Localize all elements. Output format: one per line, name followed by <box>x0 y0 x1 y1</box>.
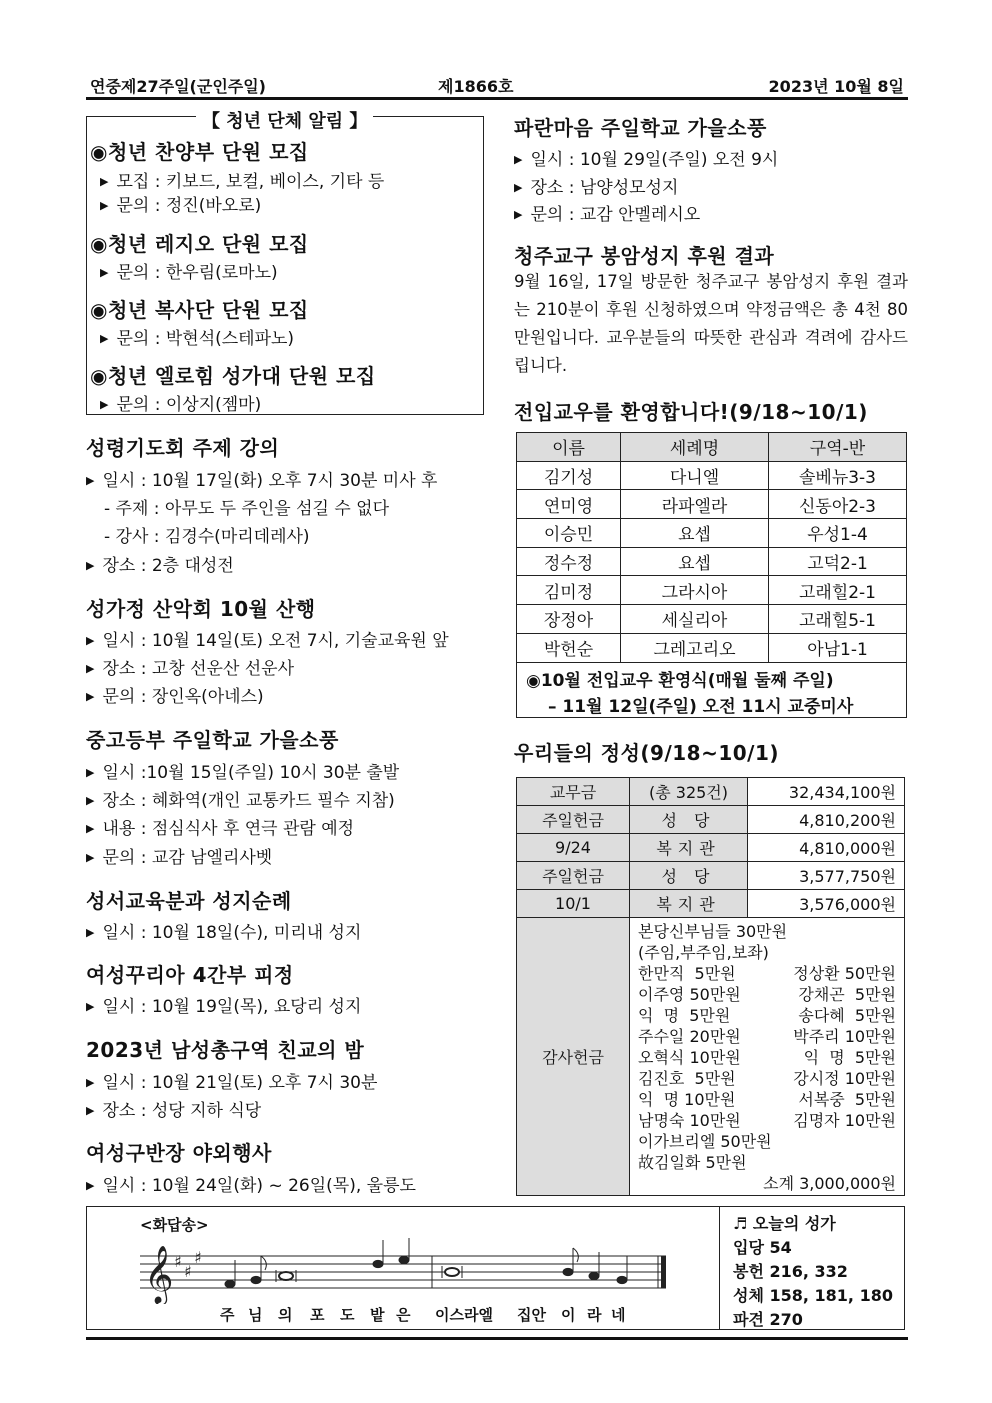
svg-text:♯: ♯ <box>174 1252 182 1271</box>
youth-item-line: ▶ 모집 : 키보드, 보컬, 베이스, 기타 등 <box>100 172 385 192</box>
offering-title: 우리들의 정성(9/18~10/1) <box>514 741 780 765</box>
table-row: 교무금 (총 325건) 32,434,100원 <box>517 778 905 806</box>
support-title: 청주교구 봉암성지 후원 결과 <box>514 244 775 268</box>
section-line: ▶ 장소 : 고창 선운산 선운사 <box>86 659 295 679</box>
svg-text:♯: ♯ <box>194 1248 202 1267</box>
youth-item-line: ▶ 문의 : 한우림(로마노) <box>100 263 278 283</box>
section-line: ▶ 일시 : 10월 18일(수), 미리내 성지 <box>86 923 362 943</box>
bullet-icon: ▶ <box>86 851 95 864</box>
section-line: ▶ 문의 : 교감 남엘리사벳 <box>86 848 273 868</box>
bullet-icon: ▶ <box>100 332 109 345</box>
section-line: ▶ 장소 : 2층 대성전 <box>86 556 234 576</box>
newcomers-title: 전입교우를 환영합니다!(9/18~10/1) <box>514 400 868 424</box>
youth-item-line: ▶ 문의 : 박현석(스테파노) <box>100 329 295 349</box>
table-row: 9/24 복지관 4,810,000원 <box>517 834 905 862</box>
bullet-icon: ▶ <box>86 634 95 647</box>
picnic-line: ▶ 문의 : 교감 안멜레시오 <box>514 205 701 225</box>
section-line: ▶ 일시 : 10월 19일(목), 요당리 성지 <box>86 997 362 1017</box>
picnic-line: ▶ 장소 : 남양성모성지 <box>514 178 679 198</box>
thanks-total: 소계 3,000,000원 <box>763 1174 896 1193</box>
section-line: ▶ 일시 :10월 15일(주일) 10시 30분 출발 <box>86 763 400 783</box>
table-row: 박헌순 그레고리오 아남1-1 <box>517 633 907 662</box>
bullet-icon: ▶ <box>100 398 109 411</box>
bullet-icon: ▶ <box>86 1000 95 1013</box>
bullet-icon: ▶ <box>86 559 95 572</box>
hymn-offertory: 봉헌 216, 332 <box>733 1262 848 1281</box>
col-baptism: 세례명 <box>621 433 769 462</box>
section-title: 여성구반장 야외행사 <box>86 1141 272 1165</box>
section-title: 성가정 산악회 10월 산행 <box>86 597 316 621</box>
section-title: 성령기도회 주제 강의 <box>86 436 280 460</box>
bullet-icon: ▶ <box>100 199 109 212</box>
youth-item-title: ◉청년 엘로힘 성가대 단원 모집 <box>90 364 376 388</box>
section-title: 중고등부 주일학교 가을소풍 <box>86 728 339 752</box>
section-line: ▶ 일시 : 10월 24일(화) ~ 26일(목), 울릉도 <box>86 1176 416 1196</box>
table-header-row <box>517 433 907 462</box>
bullet-icon: ▶ <box>86 1076 95 1089</box>
bullet-icon: ▶ <box>86 926 95 939</box>
section-line: ▶ 일시 : 10월 21일(토) 오후 7시 30분 <box>86 1073 378 1093</box>
newcomers-table <box>516 432 907 663</box>
newcomers-note: – 11월 12일(주일) 오전 11시 교중미사 <box>548 697 854 717</box>
bullet-icon: ▶ <box>86 474 95 487</box>
bullet-icon: ▶ <box>86 794 95 807</box>
section-line: ▶ 내용 : 점심식사 후 연극 관람 예정 <box>86 819 355 839</box>
thanks-list: 본당신부님들 30만원 (주임,부주임,보좌) 한만직 5만원 정상환 50만원 이주영 50만원 강채곤 5만원 익 명 5만원 송다혜 5만원 주수일 20만원 박주리 10만원 오혁식 10만원 익 명 5만원 김진호 5만원 강시정 10만원 익 명 10만원 서복중 5만원 남명숙 10만원 김명자 10만원 이가브리엘 50만원 故김일화 5만원 소계 3,000,000원 <box>630 918 905 1196</box>
section-line: - 강사 : 김경수(마리데레사) <box>104 527 310 547</box>
table-row: 주일헌금 성 당 4,810,200원 <box>517 806 905 834</box>
hymn-entrance: 입당 54 <box>733 1238 792 1257</box>
youth-item-line: ▶ 문의 : 이상지(젬마) <box>100 395 262 415</box>
bullet-icon: ▶ <box>100 175 109 188</box>
section-title: 여성꾸리아 4간부 피정 <box>86 963 294 987</box>
youth-notice-title: 【 청년 단체 알림 】 <box>196 107 373 133</box>
section-line: ▶ 일시 : 10월 14일(토) 오전 7시, 기술교육원 앞 <box>86 631 449 651</box>
section-title: 성서교육분과 성지순례 <box>86 889 292 913</box>
treble-clef-icon: 𝄞 <box>144 1245 174 1303</box>
header-issue: 제1866호 <box>438 77 514 96</box>
table-row: 정수정 요셉 고덕2-1 <box>517 547 907 576</box>
col-zone: 구역-반 <box>769 433 907 462</box>
hymns-box <box>733 1212 893 1332</box>
lyrics: 주 님 의 포 도 밭 은 이스라엘 집안 이 라 네 <box>220 1306 626 1324</box>
music-staff <box>140 1236 670 1304</box>
table-row: 연미영 라파엘라 신동아2-3 <box>517 490 907 519</box>
psalm-label: <화답송> <box>140 1216 209 1234</box>
footer-rule <box>86 1337 908 1340</box>
bottom-divider <box>719 1206 720 1330</box>
hymn-recessional: 파견 270 <box>733 1310 803 1329</box>
table-row: 주일헌금 성 당 3,577,750원 <box>517 862 905 890</box>
newcomers-note: ◉10월 전입교우 환영식(매월 둘째 주일) <box>526 671 834 691</box>
bullet-icon: ▶ <box>86 1104 95 1117</box>
youth-item-line: ▶ 문의 : 정진(바오로) <box>100 196 262 216</box>
header-date: 2023년 10월 8일 <box>768 77 904 96</box>
table-row: 김미정 그라시아 고래힐2-1 <box>517 576 907 605</box>
bullet-icon: ▶ <box>100 266 109 279</box>
section-line: ▶ 문의 : 장인옥(아네스) <box>86 687 264 707</box>
table-row: 이승민 요셉 우성1-4 <box>517 519 907 548</box>
header-rule <box>86 97 908 100</box>
bullet-icon: ▶ <box>86 662 95 675</box>
bullet-icon: ▶ <box>514 208 523 221</box>
section-line: ▶ 장소 : 성당 지하 식당 <box>86 1101 262 1121</box>
section-line: ▶ 장소 : 혜화역(개인 교통카드 필수 지참) <box>86 791 395 811</box>
bullet-icon: ▶ <box>514 181 523 194</box>
support-text: 9월 16일, 17일 방문한 청주교구 봉암성지 후원 결과는 210분이 후원 신청하였으며 약정금액은 총 4천 80만원입니다. 교우분들의 따뜻한 관심과 격려에 감사드립니다. <box>514 272 908 375</box>
table-row: 장정아 세실리아 고래힐5-1 <box>517 605 907 634</box>
section-title: 2023년 남성총구역 친교의 밤 <box>86 1038 365 1062</box>
table-row: 10/1 복지관 3,576,000원 <box>517 890 905 918</box>
hymn-communion: 성체 158, 181, 180 <box>733 1286 893 1305</box>
svg-text:♯: ♯ <box>184 1262 192 1281</box>
youth-item-title: ◉청년 복사단 단원 모집 <box>90 298 309 322</box>
bullet-icon: ▶ <box>514 153 523 166</box>
bullet-icon: ▶ <box>86 690 95 703</box>
table-row: 김기성 다니엘 솔베뉴3-3 <box>517 461 907 490</box>
col-name: 이름 <box>517 433 621 462</box>
table-row: 감사헌금 본당신부님들 30만원 (주임,부주임,보좌) 한만직 5만원 정상환 50만원 이주영 50만원 강채곤 5만원 익 명 5만원 송다혜 5만원 주수일 20만원 박주리 10만원 오혁식 10만원 익 명 5만원 김진호 5만원 강시정 10만원 익 명 10만원 서복중 5만원 남명숙 10만원 김명자 10만원 이가브리엘 50만원 故김일화 5만원 소계 3,000,000원 <box>517 918 905 1196</box>
hymns-title: ♬ 오늘의 성가 <box>733 1214 836 1233</box>
bullet-icon: ▶ <box>86 1179 95 1192</box>
bullet-icon: ▶ <box>86 822 95 835</box>
youth-item-title: ◉청년 찬양부 단원 모집 <box>90 140 309 164</box>
picnic-line: ▶ 일시 : 10월 29일(주일) 오전 9시 <box>514 150 779 170</box>
picnic-title: 파란마음 주일학교 가을소풍 <box>514 116 767 140</box>
section-line: ▶ 일시 : 10월 17일(화) 오후 7시 30분 미사 후 <box>86 471 438 491</box>
section-line: - 주제 : 아무도 두 주인을 섬길 수 없다 <box>104 499 389 519</box>
offering-table <box>516 777 905 1196</box>
youth-item-title: ◉청년 레지오 단원 모집 <box>90 232 309 256</box>
header-sunday: 연중제27주일(군인주일) <box>90 77 266 96</box>
bullet-icon: ▶ <box>86 766 95 779</box>
